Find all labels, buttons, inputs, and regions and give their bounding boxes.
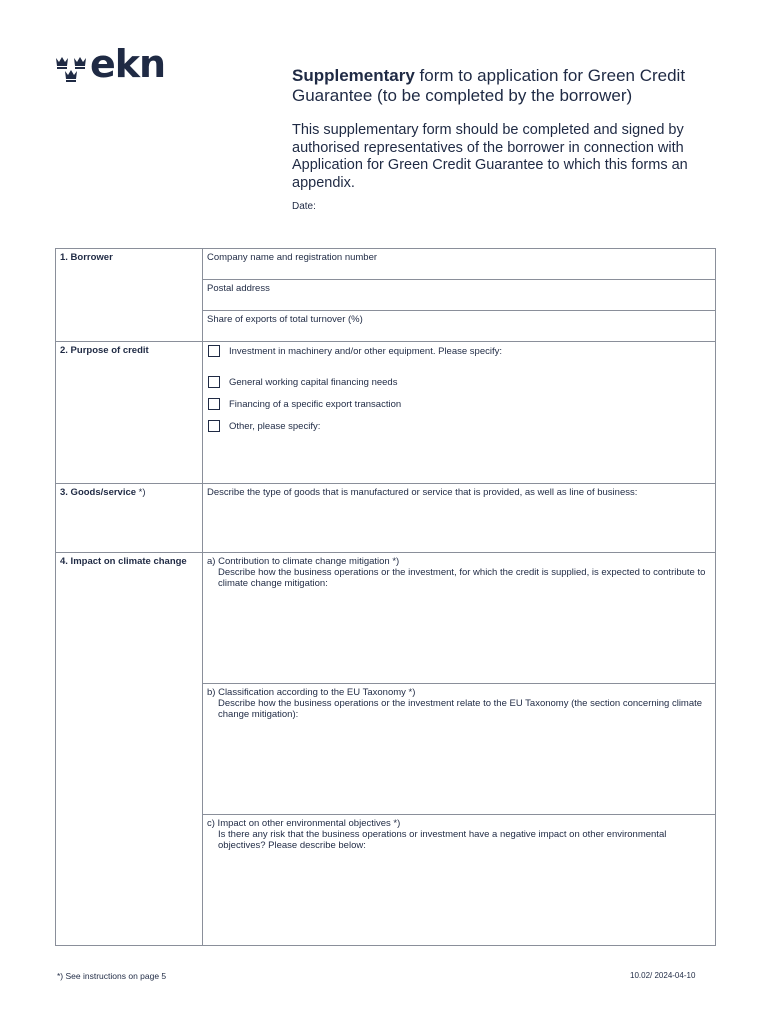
taxonomy-text: Describe how the business operations or the investment relate to the EU Taxonomy (the section concerning climate change mitigation):	[218, 698, 703, 720]
working-capital-checkbox[interactable]	[208, 376, 220, 388]
goods-label: 3. Goods/service *)	[56, 484, 203, 553]
purpose-label: 2. Purpose of credit	[56, 342, 203, 484]
machinery-checkbox[interactable]	[208, 345, 220, 357]
borrower-label: 1. Borrower	[56, 249, 203, 342]
other-checkbox[interactable]	[208, 420, 220, 432]
date-label: Date:	[292, 201, 316, 212]
environmental-objectives-field[interactable]	[203, 815, 716, 946]
mitigation-field[interactable]	[203, 553, 716, 684]
export-transaction-checkbox[interactable]	[208, 398, 220, 410]
postal-address-field[interactable]: Postal address	[203, 280, 716, 311]
form-title: Supplementary form to application for Green Credit Guarantee (to be completed by the borrower)	[292, 66, 686, 105]
working-capital-option-label: General working capital financing needs	[229, 376, 398, 388]
machinery-option-label: Investment in machinery and/or other equipment. Please specify:	[229, 345, 503, 357]
company-name-field[interactable]: Company name and registration number	[203, 249, 716, 280]
impact-label: 4. Impact on climate change	[56, 553, 203, 946]
export-share-field[interactable]: Share of exports of total turnover (%)	[203, 311, 716, 342]
taxonomy-title: b) Classification according to the EU Taxonomy *)	[207, 687, 416, 698]
three-crowns-icon	[55, 56, 91, 84]
form-header	[292, 66, 732, 212]
logo-wordmark: ekn	[90, 42, 166, 86]
purpose-options	[203, 342, 716, 484]
other-option-label: Other, please specify:	[229, 420, 321, 432]
mitigation-text: Describe how the business operations or the investment, for which the credit is supplied, is expected to contribute to climate change mitigation:	[218, 567, 706, 589]
footer-version: 10.02/ 2024-04-10	[630, 971, 696, 980]
environmental-title: c) Impact on other environmental objectives *)	[207, 818, 401, 829]
export-transaction-option-label: Financing of a specific export transaction	[229, 398, 402, 410]
goods-description-field[interactable]: Describe the type of goods that is manufactured or service that is provided, as well as line of business:	[203, 484, 716, 553]
application-form-table	[55, 248, 716, 946]
footer-note: *) See instructions on page 5	[57, 971, 167, 981]
mitigation-title: a) Contribution to climate change mitigation *)	[207, 556, 400, 567]
intro-text: This supplementary form should be completed and signed by authorised representatives of the borrower in connection with Application for Green Credit Guarantee to which this forms an appendix.	[292, 122, 688, 191]
taxonomy-field[interactable]	[203, 684, 716, 815]
environmental-text: Is there any risk that the business operations or investment have a negative impact on other environmental objectives? Please describe below:	[218, 829, 667, 851]
ekn-logo	[55, 42, 175, 86]
